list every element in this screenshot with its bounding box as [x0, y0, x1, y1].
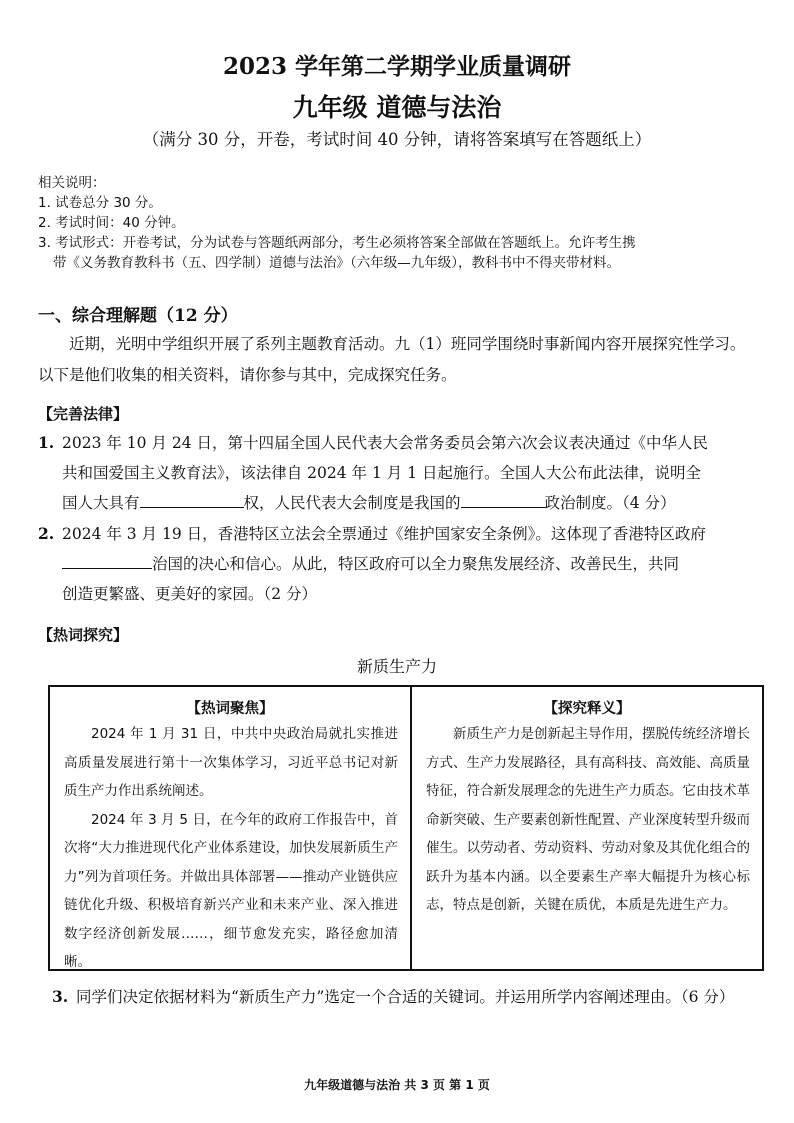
- answer-blank: [461, 489, 545, 508]
- answer-blank: [140, 489, 244, 508]
- section-intro: 近期，光明中学组织开展了系列主题教育活动。九（1）班同学围绕时事新闻内容开展探究性学习。以下是他们收集的相关资料，请你参与其中，完成探究任务。: [38, 335, 746, 384]
- question-text: 同学们决定依据材料为“新质生产力”选定一个合适的关键词。并运用所学内容阐述理由。（6 分）: [76, 988, 735, 1006]
- question-2: [38, 519, 762, 609]
- material-paragraph: 2024 年 3 月 5 日，在今年的政府工作报告中，首次将“大力推进现代化产业体系建设，加快发展新质生产力”列为首项任务。并做出具体部署——推动产业链供应链优化升级、积极培育新兴产业和未来产业、深入推进数字经济创新发展……，细节愈发充实，路径愈加清晰。: [64, 811, 398, 970]
- column-heading: 【探究释义】: [543, 700, 631, 717]
- notes-heading: 相关说明：: [38, 175, 106, 191]
- material-left-column: [50, 687, 412, 969]
- exam-instructions: （满分 30 分，开卷，考试时间 40 分钟，请将答案填写在答题纸上）: [142, 130, 652, 149]
- question-text: 2024 年 3 月 19 日，香港特区立法会全票通过《维护国家安全条例》。这体现了香港特区政府: [62, 525, 706, 543]
- question-text: 治国的决心和信心。从此，特区政府可以全力聚焦发展经济、改善民生，共同: [152, 555, 680, 573]
- question-3: [52, 982, 782, 1012]
- notes-item-3-line2: 带《义务教育教科书（五、四学制）道德与法治》（六年级—九年级），教科书中不得夹带材料。: [53, 255, 620, 271]
- material-paragraph: 新质生产力是创新起主导作用，摆脱传统经济增长方式、生产力发展路径，具有高科技、高效能、高质量特征，符合新发展理念的先进生产力质态。它由技术革命新突破、生产要素创新性配置、产业深度转型升级而催生。以劳动者、劳动资料、劳动对象及其优化组合的跃升为基本内涵。以全要素生产率大幅提升为核心标志，特点是创新，关键在质优，本质是先进生产力。: [426, 726, 750, 913]
- question-text: 2023 年 10 月 24 日，第十四届全国人民代表大会常务委员会第六次会议表决通过《中华人民: [62, 434, 709, 452]
- section-heading: 一、综合理解题（12 分）: [38, 306, 238, 326]
- question-text: 政治制度。（4 分）: [544, 494, 676, 512]
- question-text: 国人大具有: [62, 494, 140, 512]
- part-label-law: 【完善法律】: [38, 405, 129, 423]
- notes-item-3-line1: 3. 考试形式：开卷考试，分为试卷与答题纸两部分，考生必须将答案全部做在答题纸上。允许考生携: [38, 235, 636, 251]
- exam-title: 2023 学年第二学期学业质量调研: [222, 53, 572, 80]
- question-number: 1.: [38, 433, 55, 452]
- column-heading: 【热词聚焦】: [186, 700, 274, 717]
- question-number: 2.: [38, 524, 55, 543]
- material-table: [48, 685, 764, 971]
- question-text: 共和国爱国主义教育法》，该法律自 2024 年 1 月 1 日起施行。全国人大公布此法律，说明全: [62, 464, 701, 482]
- question-text: 创造更繁盛、更美好的家园。（2 分）: [62, 585, 318, 603]
- material-right-column: [412, 687, 762, 969]
- notes-block: [38, 173, 768, 273]
- material-paragraph: 2024 年 1 月 31 日，中共中央政治局就扎实推进高质量发展进行第十一次集体学习，习近平总书记对新质生产力作出系统阐述。: [64, 726, 398, 799]
- question-text: 权，人民代表大会制度是我国的: [243, 494, 461, 512]
- question-number: 3.: [52, 987, 69, 1006]
- exam-subject-title: 九年级 道德与法治: [292, 93, 502, 122]
- part-label-hotword: 【热词探究】: [38, 626, 129, 644]
- notes-item-2: 2. 考试时间：40 分钟。: [38, 215, 185, 231]
- notes-item-1: 1. 试卷总分 30 分。: [38, 195, 162, 211]
- answer-blank: [62, 550, 152, 569]
- table-title: 新质生产力: [356, 657, 437, 676]
- question-1: [38, 428, 762, 518]
- page-footer: 九年级道德与法治 共 3 页 第 1 页: [304, 1078, 490, 1092]
